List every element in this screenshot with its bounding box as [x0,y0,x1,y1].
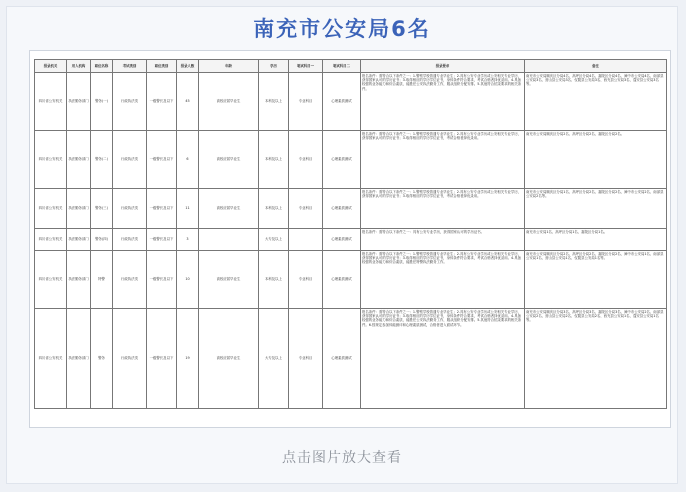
header-cell: 职位名称 [91,60,113,73]
table-row [35,251,667,309]
page-title: 南充市公安局6名 [253,17,431,41]
table-row [35,189,667,229]
table-row [35,309,667,409]
table-cell: 执法勤务部门 [67,309,91,409]
table-cell: 执法勤务部门 [67,229,91,251]
table-cell: 高校应届毕业生 [199,189,259,229]
table-cell: 警务(三) [91,189,113,229]
table-cell: 一级警长及以下 [147,189,177,229]
table-cell: 行政执法类 [113,229,147,251]
table-cell: 高校应届毕业生 [199,309,259,409]
enlarge-caption[interactable]: 点击图片放大查看 [282,450,402,466]
table-cell: 一级警长及以下 [147,131,177,189]
table-cell: 一级警长及以下 [147,73,177,131]
header-cell: 笔试科目二 [323,60,361,73]
table-cell [199,229,259,251]
table-cell: 四川省公安机关 [35,131,67,189]
header-cell: 考试类别 [113,60,147,73]
table-cell: 行政执法类 [113,131,147,189]
table-cell: 四川省公安机关 [35,251,67,309]
table-cell: 专业科目 [289,131,323,189]
table-cell: 高校应届毕业生 [199,131,259,189]
header-cell: 招录人数 [177,60,199,73]
table-cell: 心理素质测试 [323,309,361,409]
table-cell: 四川省公安机关 [35,189,67,229]
notes-cell: 南充市公安局1名、高坪区分局1名、嘉陵区分局1名。 [525,229,667,251]
requirements-cell: 报名条件：需符合以下条件之一：1.警察学校普通专业毕业生；2.具有公安专业学历或公安相关专业学历，获得国家认可的学历证书；3.取得相应的学历学位证书，身体条件符合要求，考试合格者择优录用。4.具备较强的业务能力和综合素质，能胜任公安执法勤务工作，服从组织分配安排。5.其他符合招录要求的相关条件。6.按规定参加体能测评和心理素质测试，合格者进入面试环节。 [361,309,525,409]
table-cell: 3 [177,229,199,251]
table-row [35,131,667,189]
table-cell: 本科及以上 [259,189,289,229]
notes-cell: 南充市公安局顺庆区分局4名、高坪区分局4名、嘉陵区分局4名、阆中市公安局4名、南部县公安局3名、营山县公安局3名、仪陇县公安局3名、西充县公安局3名、蓬安县公安局3名等。 [525,73,667,131]
table-cell: 高校应届毕业生 [199,73,259,131]
table-cell: 一级警长及以下 [147,229,177,251]
recruitment-table [34,59,667,409]
table-cell: 警务(四) [91,229,113,251]
table-cell: 四川省公安机关 [35,73,67,131]
table-cell: 专业科目 [289,73,323,131]
table-cell: 执法勤务部门 [67,73,91,131]
header-cell: 备注 [525,60,667,73]
table-cell: 心理素质测试 [323,189,361,229]
table-cell: 大专及以上 [259,309,289,409]
table-cell: 一级警长及以下 [147,309,177,409]
header-cell: 年龄 [199,60,259,73]
header-cell: 学历 [259,60,289,73]
header-cell: 招录要求 [361,60,525,73]
table-cell: 四川省公安机关 [35,309,67,409]
table-cell: 警务(一) [91,73,113,131]
table-cell: 执法勤务部门 [67,131,91,189]
table-cell: 警务 [91,309,113,409]
table-cell: 11 [177,189,199,229]
table-row [35,73,667,131]
table-cell: 特警 [91,251,113,309]
header-cell: 招录机关 [35,60,67,73]
table-cell: 心理素质测试 [323,73,361,131]
document-image[interactable] [29,50,671,428]
table-cell: 6 [177,131,199,189]
header-cell: 用人机构 [67,60,91,73]
table-cell: 本科及以上 [259,251,289,309]
table-cell: 专业科目 [289,309,323,409]
article-frame [6,6,678,484]
table-cell: 执法勤务部门 [67,251,91,309]
table-cell: 心理素质测试 [323,251,361,309]
table-cell: 高校应届毕业生 [199,251,259,309]
header-cell: 职位类别 [147,60,177,73]
notes-cell: 南充市公安局顺庆区分局1名、高坪区分局2名、嘉陵区分局2名、阆中市公安局2名、南部县公安局2名等。 [525,189,667,229]
notes-cell: 南充市公安局顺庆区分局2名、高坪区分局2名、嘉陵区分局2名。 [525,131,667,189]
table-cell: 警务(二) [91,131,113,189]
table-cell: 行政执法类 [113,73,147,131]
table-cell: 行政执法类 [113,189,147,229]
table-header-row [35,60,667,73]
table-cell: 专业科目 [289,189,323,229]
table-cell: 一级警长及以下 [147,251,177,309]
table-cell: 执法勤务部门 [67,189,91,229]
requirements-cell: 报名条件：需符合以下条件之一：1.警察学校普通专业毕业生；2.具有公安专业学历或公安相关专业学历，获得国家认可的学历证书；3.取得相应的学历学位证书，考试合格者择优录用。 [361,131,525,189]
requirements-cell: 报名条件：需符合以下条件之一：1.警察学校普通专业毕业生；2.具有公安专业学历或公安相关专业学历，获得国家认可的学历证书；3.取得相应的学历学位证书，考试合格者择优录用。 [361,189,525,229]
requirements-cell: 报名条件：需符合以下条件之一：1.警察学校普通专业毕业生；2.具有公安专业学历或公安相关专业学历，获得国家认可的学历证书；3.取得相应的学历学位证书，身体条件符合要求，考试合格者择优录用。4.具备较强的业务能力和综合素质，能胜任特警执法勤务工作。 [361,251,525,309]
table-cell: 大专及以上 [259,229,289,251]
table-cell: 行政执法类 [113,251,147,309]
table-cell: 心理素质测试 [323,229,361,251]
notes-cell: 南充市公安局顺庆区分局2名、高坪区分局2名、嘉陵区分局2名、阆中市公安局1名、南部县公安局1名、营山县公安局1名、仪陇县公安局1名等。 [525,251,667,309]
table-cell: 本科及以上 [259,73,289,131]
requirements-cell: 报名条件：需符合以下条件之一：具有公安专业学历，获得国家认可的学历证书。 [361,229,525,251]
table-cell: 19 [177,309,199,409]
table-cell: 45 [177,73,199,131]
table-cell: 心理素质测试 [323,131,361,189]
requirements-cell: 报名条件：需符合以下条件之一：1.警察学校普通专业毕业生；2.具有公安专业学历或公安相关专业学历，获得国家认可的学历证书；3.取得相应的学历学位证书，身体条件符合要求，考试合格者择优录用。4.具备较强的业务能力和综合素质，能胜任公安执法勤务工作，服从组织分配安排。5.其他符合招录要求的相关条件。 [361,73,525,131]
header-cell: 笔试科目一 [289,60,323,73]
table-cell: 10 [177,251,199,309]
notes-cell: 南充市公安局顺庆区分局3名、高坪区分局3名、嘉陵区分局3名、阆中市公安局2名、南部县公安局2名、营山县公安局2名、仪陇县公安局2名、西充县公安局1名、蓬安县公安局1名等。 [525,309,667,409]
table-cell: 四川省公安机关 [35,229,67,251]
table-cell: 本科及以上 [259,131,289,189]
table-row [35,229,667,251]
table-cell: 行政执法类 [113,309,147,409]
table-cell [289,229,323,251]
table-cell: 专业科目 [289,251,323,309]
